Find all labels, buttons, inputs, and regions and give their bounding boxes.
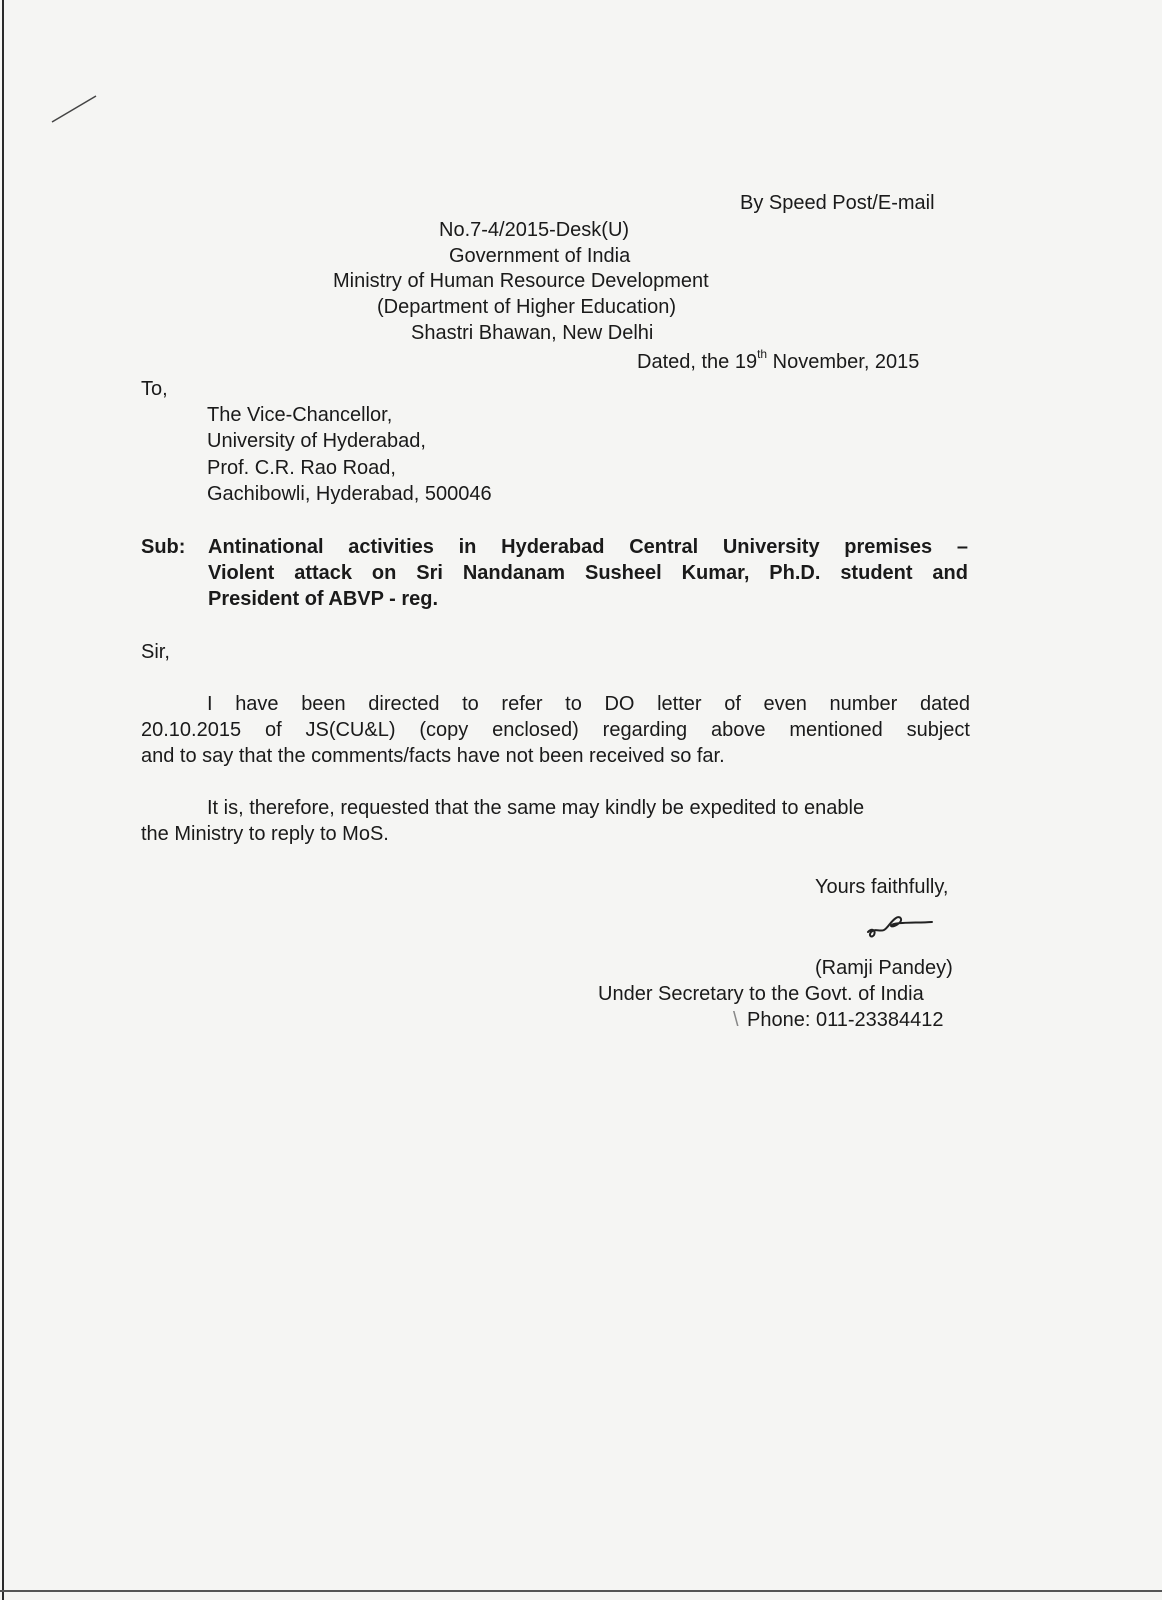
department-name: (Department of Higher Education) xyxy=(377,296,677,318)
body-line: 20.10.2015 of JS(CU&L) (copy enclosed) regarding above mentioned subject xyxy=(141,719,970,741)
signatory-phone: Phone: 011-23384412 xyxy=(747,1009,944,1031)
scan-mark-icon: \ xyxy=(733,1009,739,1031)
scan-edge-bottom xyxy=(0,1590,1162,1592)
signatory-designation: Under Secretary to the Govt. of India xyxy=(598,983,924,1005)
delivery-mode: By Speed Post/E-mail xyxy=(740,192,935,214)
scan-pen-stroke xyxy=(50,92,100,124)
file-number: No.7-4/2015-Desk(U) xyxy=(439,219,630,241)
body-line: the Ministry to reply to MoS. xyxy=(141,823,389,845)
subject-line: Violent attack on Sri Nandanam Susheel Kumar, Ph.D. student and xyxy=(208,562,968,584)
recipient-line: University of Hyderabad, xyxy=(207,430,426,452)
date-prefix: Dated, the 19 xyxy=(637,351,758,373)
recipient-line: Gachibowli, Hyderabad, 500046 xyxy=(207,483,492,505)
recipient-line: Prof. C.R. Rao Road, xyxy=(207,457,396,479)
recipient-line: The Vice-Chancellor, xyxy=(207,404,393,426)
to-label: To, xyxy=(141,378,168,400)
subject-line: President of ABVP - reg. xyxy=(208,588,439,610)
scan-edge-left xyxy=(2,0,4,1600)
signatory-name: (Ramji Pandey) xyxy=(815,957,953,979)
government-name: Government of India xyxy=(449,245,631,267)
valediction: Yours faithfully, xyxy=(815,876,949,898)
body-line: It is, therefore, requested that the same may kindly be expedited to enable xyxy=(207,797,865,819)
salutation: Sir, xyxy=(141,641,170,663)
letter-date xyxy=(637,349,919,375)
signatory-phone-row xyxy=(733,1007,943,1033)
subject-line: Antinational activities in Hyderabad Central University premises – xyxy=(208,536,968,558)
body-line: I have been directed to refer to DO letter of even number dated xyxy=(207,693,970,715)
office-address: Shastri Bhawan, New Delhi xyxy=(411,322,654,344)
ministry-name: Ministry of Human Resource Development xyxy=(333,270,709,292)
signature xyxy=(862,908,942,942)
date-rest: November, 2015 xyxy=(767,351,920,373)
body-line: and to say that the comments/facts have not been received so far. xyxy=(141,745,725,767)
subject-label: Sub: xyxy=(141,536,186,558)
date-ordinal: th xyxy=(757,347,768,362)
